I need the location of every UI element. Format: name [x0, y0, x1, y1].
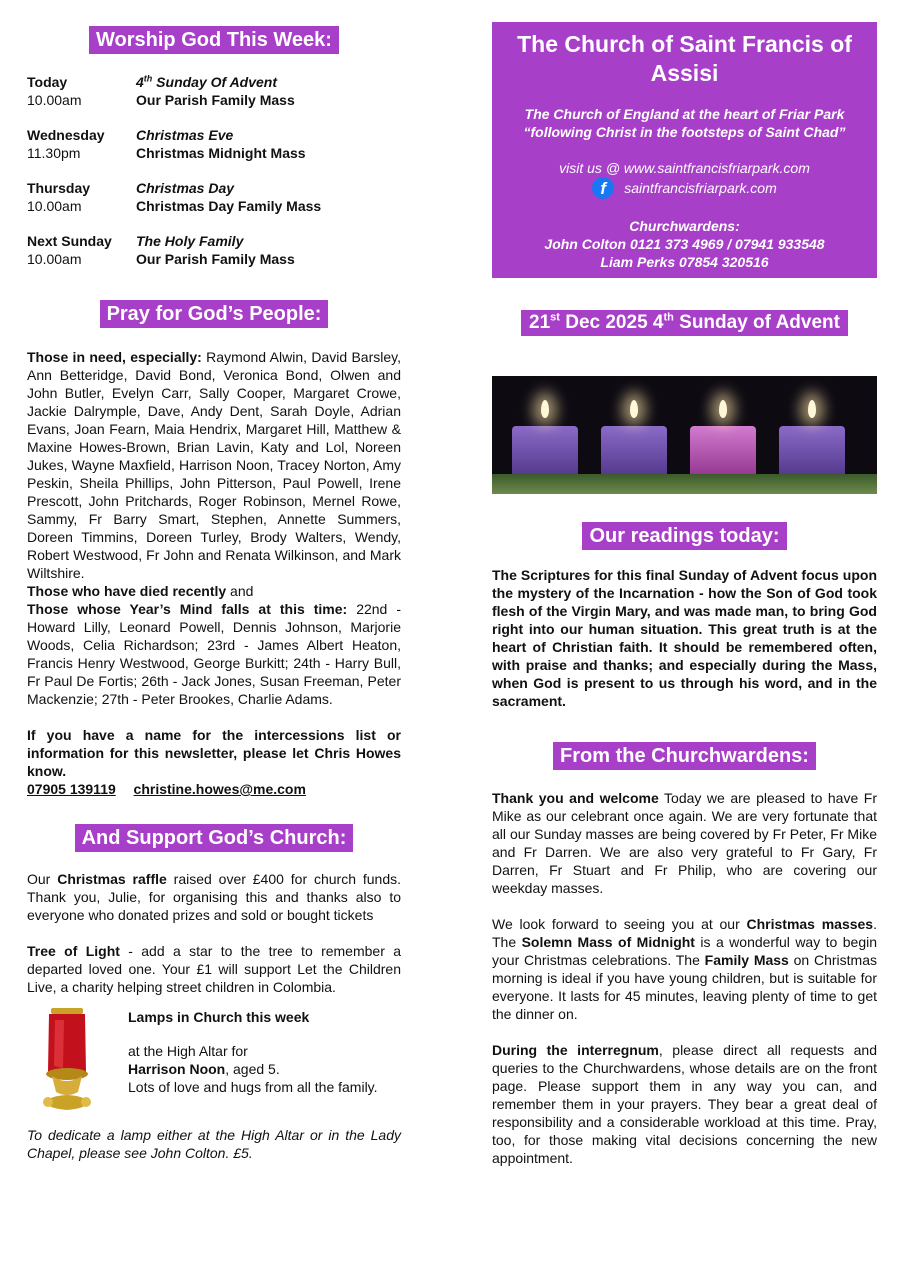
sanctuary-lamp-icon [27, 1008, 128, 1118]
church-tagline-1: The Church of England at the heart of Friar Park [524, 106, 845, 122]
schedule-row [27, 250, 401, 268]
schedule-time: 10.00am [27, 198, 82, 214]
died-recently-label: Those who have died recently [27, 583, 227, 599]
died-recently-line [27, 582, 401, 600]
interregnum-bold: During the interregnum [492, 1042, 659, 1058]
churchwardens-contact [502, 217, 867, 271]
interregnum-paragraph [492, 1041, 877, 1167]
schedule-row [27, 91, 401, 109]
churchwarden-1: John Colton 0121 373 4969 / 07941 933548 [544, 236, 825, 252]
p2-g: on Christmas morning is ideal if you have young children, but is suitable for everyone. It lasts for 45 minutes, leaving plenty of time to get the dinner on. [492, 952, 878, 1022]
churchwardens-label: Churchwardens: [629, 218, 740, 234]
christmas-masses-paragraph [492, 915, 877, 1023]
raffle-bold: Christmas raffle [57, 871, 167, 887]
lamps-dedication [128, 1060, 378, 1078]
worship-heading-wrap [27, 26, 401, 54]
schedule-row [27, 73, 401, 91]
schedule-time: 11.30pm [27, 145, 81, 161]
church-tagline [502, 105, 867, 141]
schedule-group [27, 73, 401, 109]
churchwardens-heading-wrap [492, 742, 877, 770]
facebook-icon[interactable]: f [592, 177, 614, 199]
date-heading: 21st Dec 2025 4th Sunday of Advent [521, 310, 848, 336]
interregnum-text: , please direct all requests and queries to the Churchwardens, whose details are on the front page. Please support them in any way you can, and remember them in your prayers. They bear a great deal of responsibility and a considerable workload at this time. Pray, too, for those making vital decisions concerning the new appointment. [492, 1042, 877, 1166]
in-need-label: Those in need, especially: [27, 349, 202, 365]
schedule-row [27, 126, 401, 144]
dedicate-note: To dedicate a lamp either at the High Altar or in the Lady Chapel, please see John Colton. £5. [27, 1127, 401, 1161]
raffle-paragraph [27, 870, 401, 924]
p2-e: is a wonderful way to begin your Christmas celebrations. The [492, 934, 878, 968]
tree-of-light-paragraph [27, 942, 401, 996]
raffle-pre: Our [27, 871, 58, 887]
church-title: The Church of Saint Francis of Assisi [517, 31, 852, 86]
schedule-row [27, 197, 401, 215]
schedule-group [27, 126, 401, 162]
service-schedule [27, 73, 401, 268]
schedule-service: Christmas Midnight Mass [136, 145, 306, 161]
schedule-day: Today [27, 74, 68, 90]
schedule-time: 10.00am [27, 251, 82, 267]
churchwarden-2: Liam Perks 07854 320516 [600, 254, 769, 270]
flame [808, 400, 816, 418]
schedule-title: 4th Sunday Of Advent [136, 73, 278, 90]
website-line[interactable]: visit us @ www.saintfrancisfriarpark.com [559, 160, 810, 176]
schedule-day: Wednesday [27, 127, 105, 143]
tree-post: - add a star to the tree to remember a departed loved one. Your £1 will support Let the Children Live, a charity helping street children in Colombia. [27, 943, 401, 995]
facebook-row[interactable] [502, 177, 867, 199]
church-tagline-2: “following Christ in the footsteps of Saint Chad” [523, 124, 846, 140]
welcome-bold: Thank you and welcome [492, 790, 659, 806]
church-info-box [492, 22, 877, 278]
schedule-title: The Holy Family [136, 233, 244, 249]
flame [719, 400, 727, 418]
lamps-at: at the High Altar for [128, 1043, 248, 1059]
flame [541, 400, 549, 418]
greenery [492, 474, 877, 494]
contact-phone-link[interactable]: 07905 139119 [27, 781, 116, 797]
lamps-text [128, 1008, 378, 1118]
welcome-text: Today we are pleased to have Fr Mike as our celebrant once again. We are very fortunate that all our Sunday masses are being covered by Fr Peter, Fr Mike and Fr Darren. We are also very grateful to Fr Gary, Fr Darren, Fr Stuart and Fr Philip, who are covering our weekday masses. [492, 790, 877, 896]
facebook-handle[interactable]: saintfrancisfriarpark.com [624, 180, 777, 196]
support-heading: And Support God’s Church: [75, 824, 354, 852]
lamps-age: , aged 5. [225, 1061, 280, 1077]
p2-b: Christmas masses [746, 916, 874, 932]
schedule-service: Christmas Day Family Mass [136, 198, 322, 214]
schedule-service: Our Parish Family Mass [136, 251, 295, 267]
years-mind-label: Those whose Year’s Mind falls at this time: [27, 601, 348, 617]
worship-heading: Worship God This Week: [89, 26, 339, 54]
raffle-post: raised over £400 for church funds. Thank you, Julie, for organising this and thanks also to everyone who donated prizes and sold or bought tickets [27, 871, 402, 923]
p2-f: Family Mass [704, 952, 789, 968]
advent-candles-image [492, 376, 877, 494]
readings-heading-wrap [492, 522, 877, 550]
welcome-paragraph [492, 789, 877, 897]
readings-text: The Scriptures for this final Sunday of Advent focus upon the mystery of the Incarnation - how the Son of God took flesh of the Virgin Mary, and was made man, to bring God right into our human situation. This great truth is at the heart of Christian faith. It should be remembered often, with praise and thanks; and especially during the Mass, when God is present to us through his word, and in the sacrament. [492, 567, 877, 709]
in-need-names: Raymond Alwin, David Barsley, Ann Betteridge, David Bond, Veronica Bond, Olwen and John Butler, Evelyn Carr, Sally Cooper, Margaret Crowe, Jackie Dalrymple, Dave, Andy Dent, Sarah Doyle, Adrian Evans, Joan Fearn, Maia Hendrix, Margaret Hill, Matthew & Maxine Howes-Brown, Brian Lavin, Katy and Lol, Noreen Jukes, Wayne Maxfield, Harrison Noon, Tracey Norton, Amy Peskin, Sheila Phillips, John Pitterson, Paul Powell, Irene Prescott, John Pritchards, Roger Robinson, Mernel Rowe, Sammy, Fr Barry Smart, Stephen, Annette Summers, Doreen Timmins, Doreen Turley, Brody Walters, Wendy, Robert Westwood, Fr John and Renata Wilkinson, and Mark Wiltshire. [27, 349, 401, 581]
contact-email-link[interactable]: christine.howes@me.com [133, 781, 306, 797]
left-column [27, 26, 401, 1162]
tree-bold: Tree of Light [27, 943, 120, 959]
lamps-block [27, 1008, 401, 1118]
contact-line [27, 780, 401, 798]
intercession-note: If you have a name for the intercessions list or information for this newsletter, please let Chris Howes know. [27, 727, 401, 779]
schedule-row [27, 179, 401, 197]
flame [630, 400, 638, 418]
schedule-row [27, 232, 401, 250]
intercessions-list [27, 348, 401, 582]
lamps-love: Lots of love and hugs from all the family. [128, 1079, 378, 1095]
churchwardens-heading: From the Churchwardens: [553, 742, 816, 770]
schedule-time: 10.00am [27, 92, 82, 108]
schedule-title: Christmas Day [136, 180, 235, 196]
p2-d: Solemn Mass of Midnight [521, 934, 695, 950]
schedule-row [27, 144, 401, 162]
pray-heading: Pray for God’s People: [100, 300, 329, 328]
p2-c: . The [492, 916, 877, 950]
schedule-group [27, 232, 401, 268]
lamps-title: Lamps in Church this week [128, 1009, 310, 1025]
date-heading-wrap [492, 310, 877, 336]
pray-heading-wrap [27, 300, 401, 328]
schedule-service: Our Parish Family Mass [136, 92, 295, 108]
right-column [492, 22, 877, 1167]
readings-heading: Our readings today: [582, 522, 786, 550]
years-mind-names: 22nd - Howard Lilly, Leonard Powell, Dennis Johnson, Marjorie Woods, Celia Richardson; 23rd - James Albert Heaton, Francis Henry Westwood, George Burkitt; 24th - Harry Bull, Fr Paul De Fortis; 26th - Jack Jones, Susan Freeman, Peter Mackenzie; 27th - Peter Brookes, Charlie Adams. [27, 601, 401, 707]
lamps-name: Harrison Noon [128, 1061, 226, 1077]
schedule-title: Christmas Eve [136, 127, 234, 143]
died-recently-and: and [226, 583, 254, 599]
years-mind-list [27, 600, 401, 708]
schedule-day: Thursday [27, 180, 91, 196]
schedule-group [27, 179, 401, 215]
support-heading-wrap [27, 824, 401, 852]
schedule-day: Next Sunday [27, 233, 112, 249]
p2-a: We look forward to seeing you at our [492, 916, 747, 932]
